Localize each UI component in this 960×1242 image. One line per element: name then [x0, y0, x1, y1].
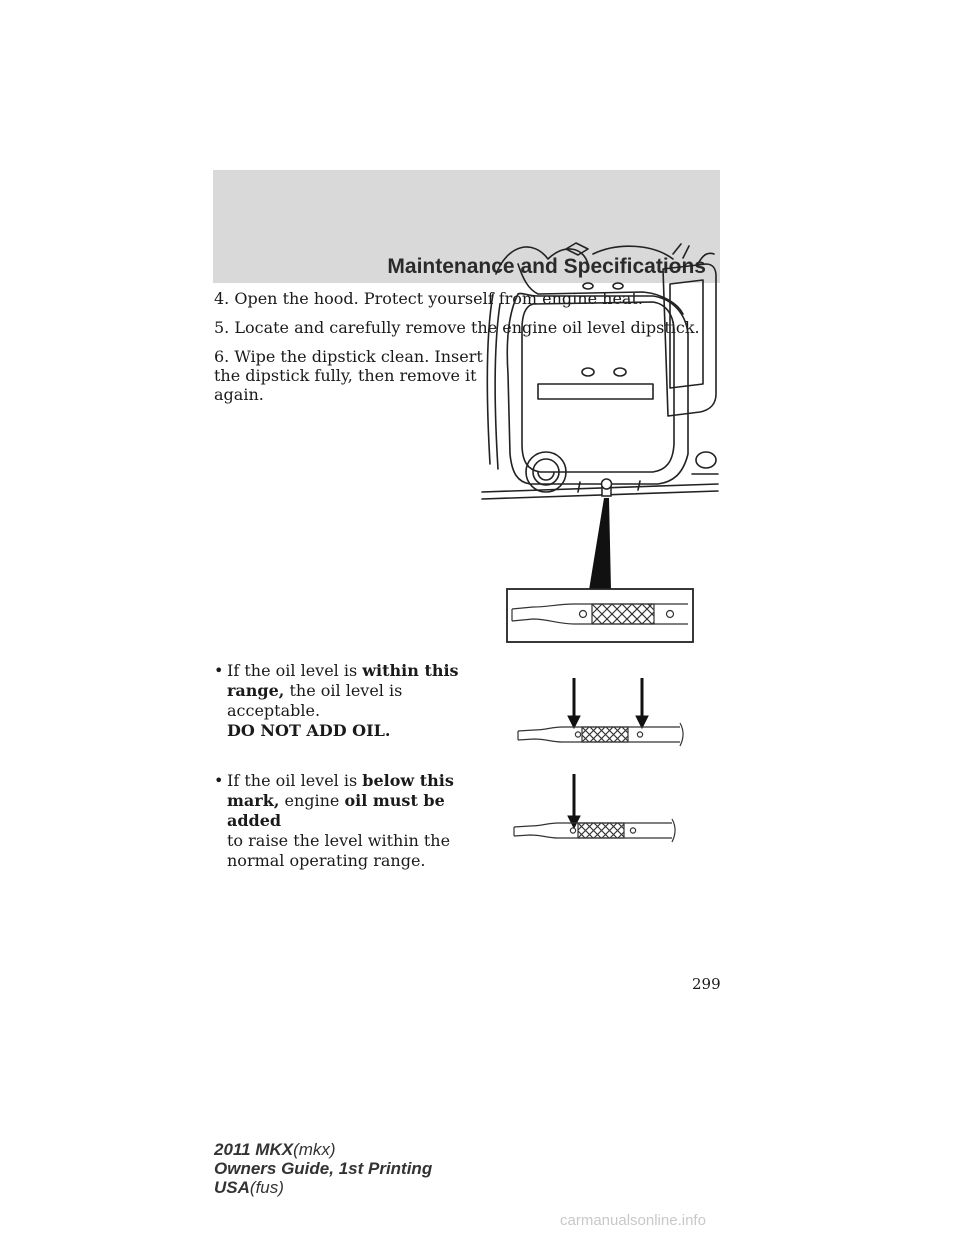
document-footer: [214, 1140, 432, 1197]
bullet-symbol: •: [214, 661, 224, 680]
step-4: 4. Open the hood. Protect yourself from engine heat.: [214, 289, 643, 308]
step-6-line-1: 6. Wipe the dipstick clean. Insert: [214, 347, 483, 366]
engine-compartment-illustration: [478, 234, 722, 644]
bullet-2-warning: oil must be added: [227, 791, 445, 830]
dipstick-within-range-illustration: [512, 676, 692, 748]
footer-model-code: (mkx): [293, 1140, 336, 1159]
bullet-1-warning: DO NOT ADD OIL.: [227, 721, 391, 740]
bullet-1-text: If the oil level is: [227, 661, 363, 680]
dipstick-below-mark-illustration: [508, 772, 688, 848]
step-6-line-3: again.: [214, 385, 264, 404]
section-title: Maintenance and Specifications: [387, 255, 706, 278]
bullet-2-bold-text: mark,: [227, 791, 280, 810]
bullet-2-text: If the oil level is: [227, 771, 363, 790]
bullet-2-text: normal operating range.: [227, 851, 426, 870]
footer-region: USA: [214, 1178, 250, 1197]
step-6-line-2: the dipstick fully, then remove it: [214, 366, 477, 385]
page-number: 299: [692, 975, 721, 993]
bullet-1-bold-text: within this: [362, 661, 459, 680]
bullet-2-text: to raise the level within the: [227, 831, 451, 850]
bullet-1-text: the oil level is acceptable.: [227, 681, 403, 720]
footer-model: 2011 MKX: [214, 1140, 294, 1159]
watermark-text: carmanualsonline.info: [560, 1212, 706, 1229]
bullet-symbol: •: [214, 771, 224, 790]
footer-guide: Owners Guide, 1st Printing: [214, 1159, 433, 1178]
step-5: 5. Locate and carefully remove the engine oil level dipstick.: [214, 318, 700, 337]
footer-region-code: (fus): [249, 1178, 284, 1197]
bullet-1-bold-text: range,: [227, 681, 285, 700]
bullet-2-bold-text: below this: [362, 771, 454, 790]
bullet-2-text: engine: [279, 791, 345, 810]
